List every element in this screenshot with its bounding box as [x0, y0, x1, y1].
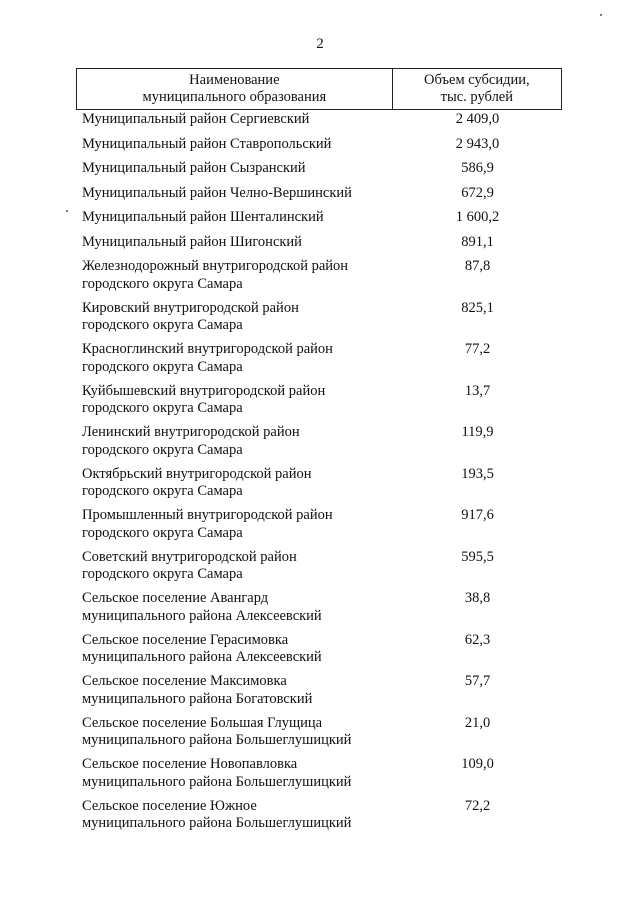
municipality-name: Муниципальный район Челно-Вершинский [82, 184, 352, 201]
scan-speck [66, 210, 68, 212]
table-row [76, 714, 562, 756]
municipality-name: Сельское поселение Герасимовка муниципального района Алексеевский [82, 631, 322, 665]
page-number: 2 [316, 36, 324, 52]
municipality-name: Октябрьский внутригородской район городского округа Самара [82, 465, 312, 499]
scan-speck [600, 14, 602, 16]
municipality-name: Муниципальный район Сызранский [82, 160, 306, 176]
municipality-name: Сельское поселение Максимовка муниципального района Богатовский [82, 673, 313, 707]
header-municipality-name [77, 69, 393, 109]
table-row [76, 257, 562, 299]
subsidy-value: 2 409,0 [455, 111, 500, 127]
municipality-name: Сельское поселение Большая Глущица муниципального района Большеглушицкий [82, 714, 352, 748]
table-row [76, 797, 562, 839]
table-row [76, 755, 562, 797]
table-row [76, 672, 562, 714]
subsidy-value: 672,9 [461, 184, 494, 201]
municipality-name: Муниципальный район Шенталинский [82, 209, 324, 225]
table-row [76, 589, 562, 631]
subsidy-value: 77,2 [464, 341, 491, 357]
subsidy-value: 586,9 [461, 160, 494, 176]
municipality-name: Муниципальный район Сергиевский [82, 111, 310, 127]
table-body [76, 110, 562, 838]
subsidy-value: 891,1 [461, 233, 494, 250]
subsidy-value: 62,3 [464, 631, 491, 648]
table-row [76, 208, 562, 233]
header-amount-label: Объем субсидии, тыс. рублей [424, 72, 530, 105]
subsidy-value: 1 600,2 [455, 209, 500, 225]
table-row [76, 135, 562, 160]
subsidy-value: 21,0 [464, 714, 491, 731]
table-row [76, 382, 562, 424]
header-name-label: Наименование муниципального образования [142, 72, 327, 105]
table-row [76, 299, 562, 341]
subsidy-value: 595,5 [461, 548, 494, 565]
subsidy-value: 57,7 [464, 673, 491, 689]
municipality-name: Сельское поселение Новопавловка муниципального района Большеглушицкий [82, 756, 352, 790]
municipality-name: Сельское поселение Южное муниципального района Большеглушицкий [82, 797, 352, 831]
municipality-name: Ленинский внутригородской район городского округа Самара [82, 424, 300, 458]
subsidy-value: 13,7 [464, 382, 491, 399]
municipality-name: Муниципальный район Ставропольский [82, 135, 332, 152]
subsidy-value: 119,9 [461, 424, 494, 440]
table-row [76, 110, 562, 135]
municipality-name: Сельское поселение Авангард муниципального района Алексеевский [82, 590, 322, 624]
municipality-name: Кировский внутригородской район городского округа Самара [82, 299, 299, 333]
table-row [76, 506, 562, 548]
subsidy-value: 72,2 [464, 797, 491, 814]
municipality-name: Железнодорожный внутригородской район городского округа Самара [82, 258, 349, 292]
municipality-name: Промышленный внутригородской район городского округа Самара [82, 507, 333, 541]
table-row [76, 159, 562, 184]
subsidy-value: 38,8 [464, 590, 491, 606]
subsidy-value: 109,0 [461, 756, 494, 772]
subsidy-value: 87,8 [464, 258, 491, 274]
table-row [76, 184, 562, 209]
municipality-name: Куйбышевский внутригородской район городского округа Самара [82, 382, 326, 416]
table-header [76, 68, 562, 110]
subsidy-value: 917,6 [461, 507, 494, 523]
table-row [76, 423, 562, 465]
subsidy-value: 193,5 [461, 465, 494, 482]
table-row [76, 465, 562, 507]
subsidy-value: 2 943,0 [455, 135, 500, 152]
municipality-name: Муниципальный район Шигонский [82, 233, 302, 250]
municipality-name: Советский внутригородской район городского округа Самара [82, 548, 297, 582]
municipality-name: Красноглинский внутригородской район городского округа Самара [82, 341, 333, 375]
table-row [76, 548, 562, 590]
table-row [76, 631, 562, 673]
subsidy-value: 825,1 [461, 299, 494, 316]
table-row [76, 233, 562, 258]
header-subsidy-amount [393, 69, 561, 109]
table-row [76, 340, 562, 382]
